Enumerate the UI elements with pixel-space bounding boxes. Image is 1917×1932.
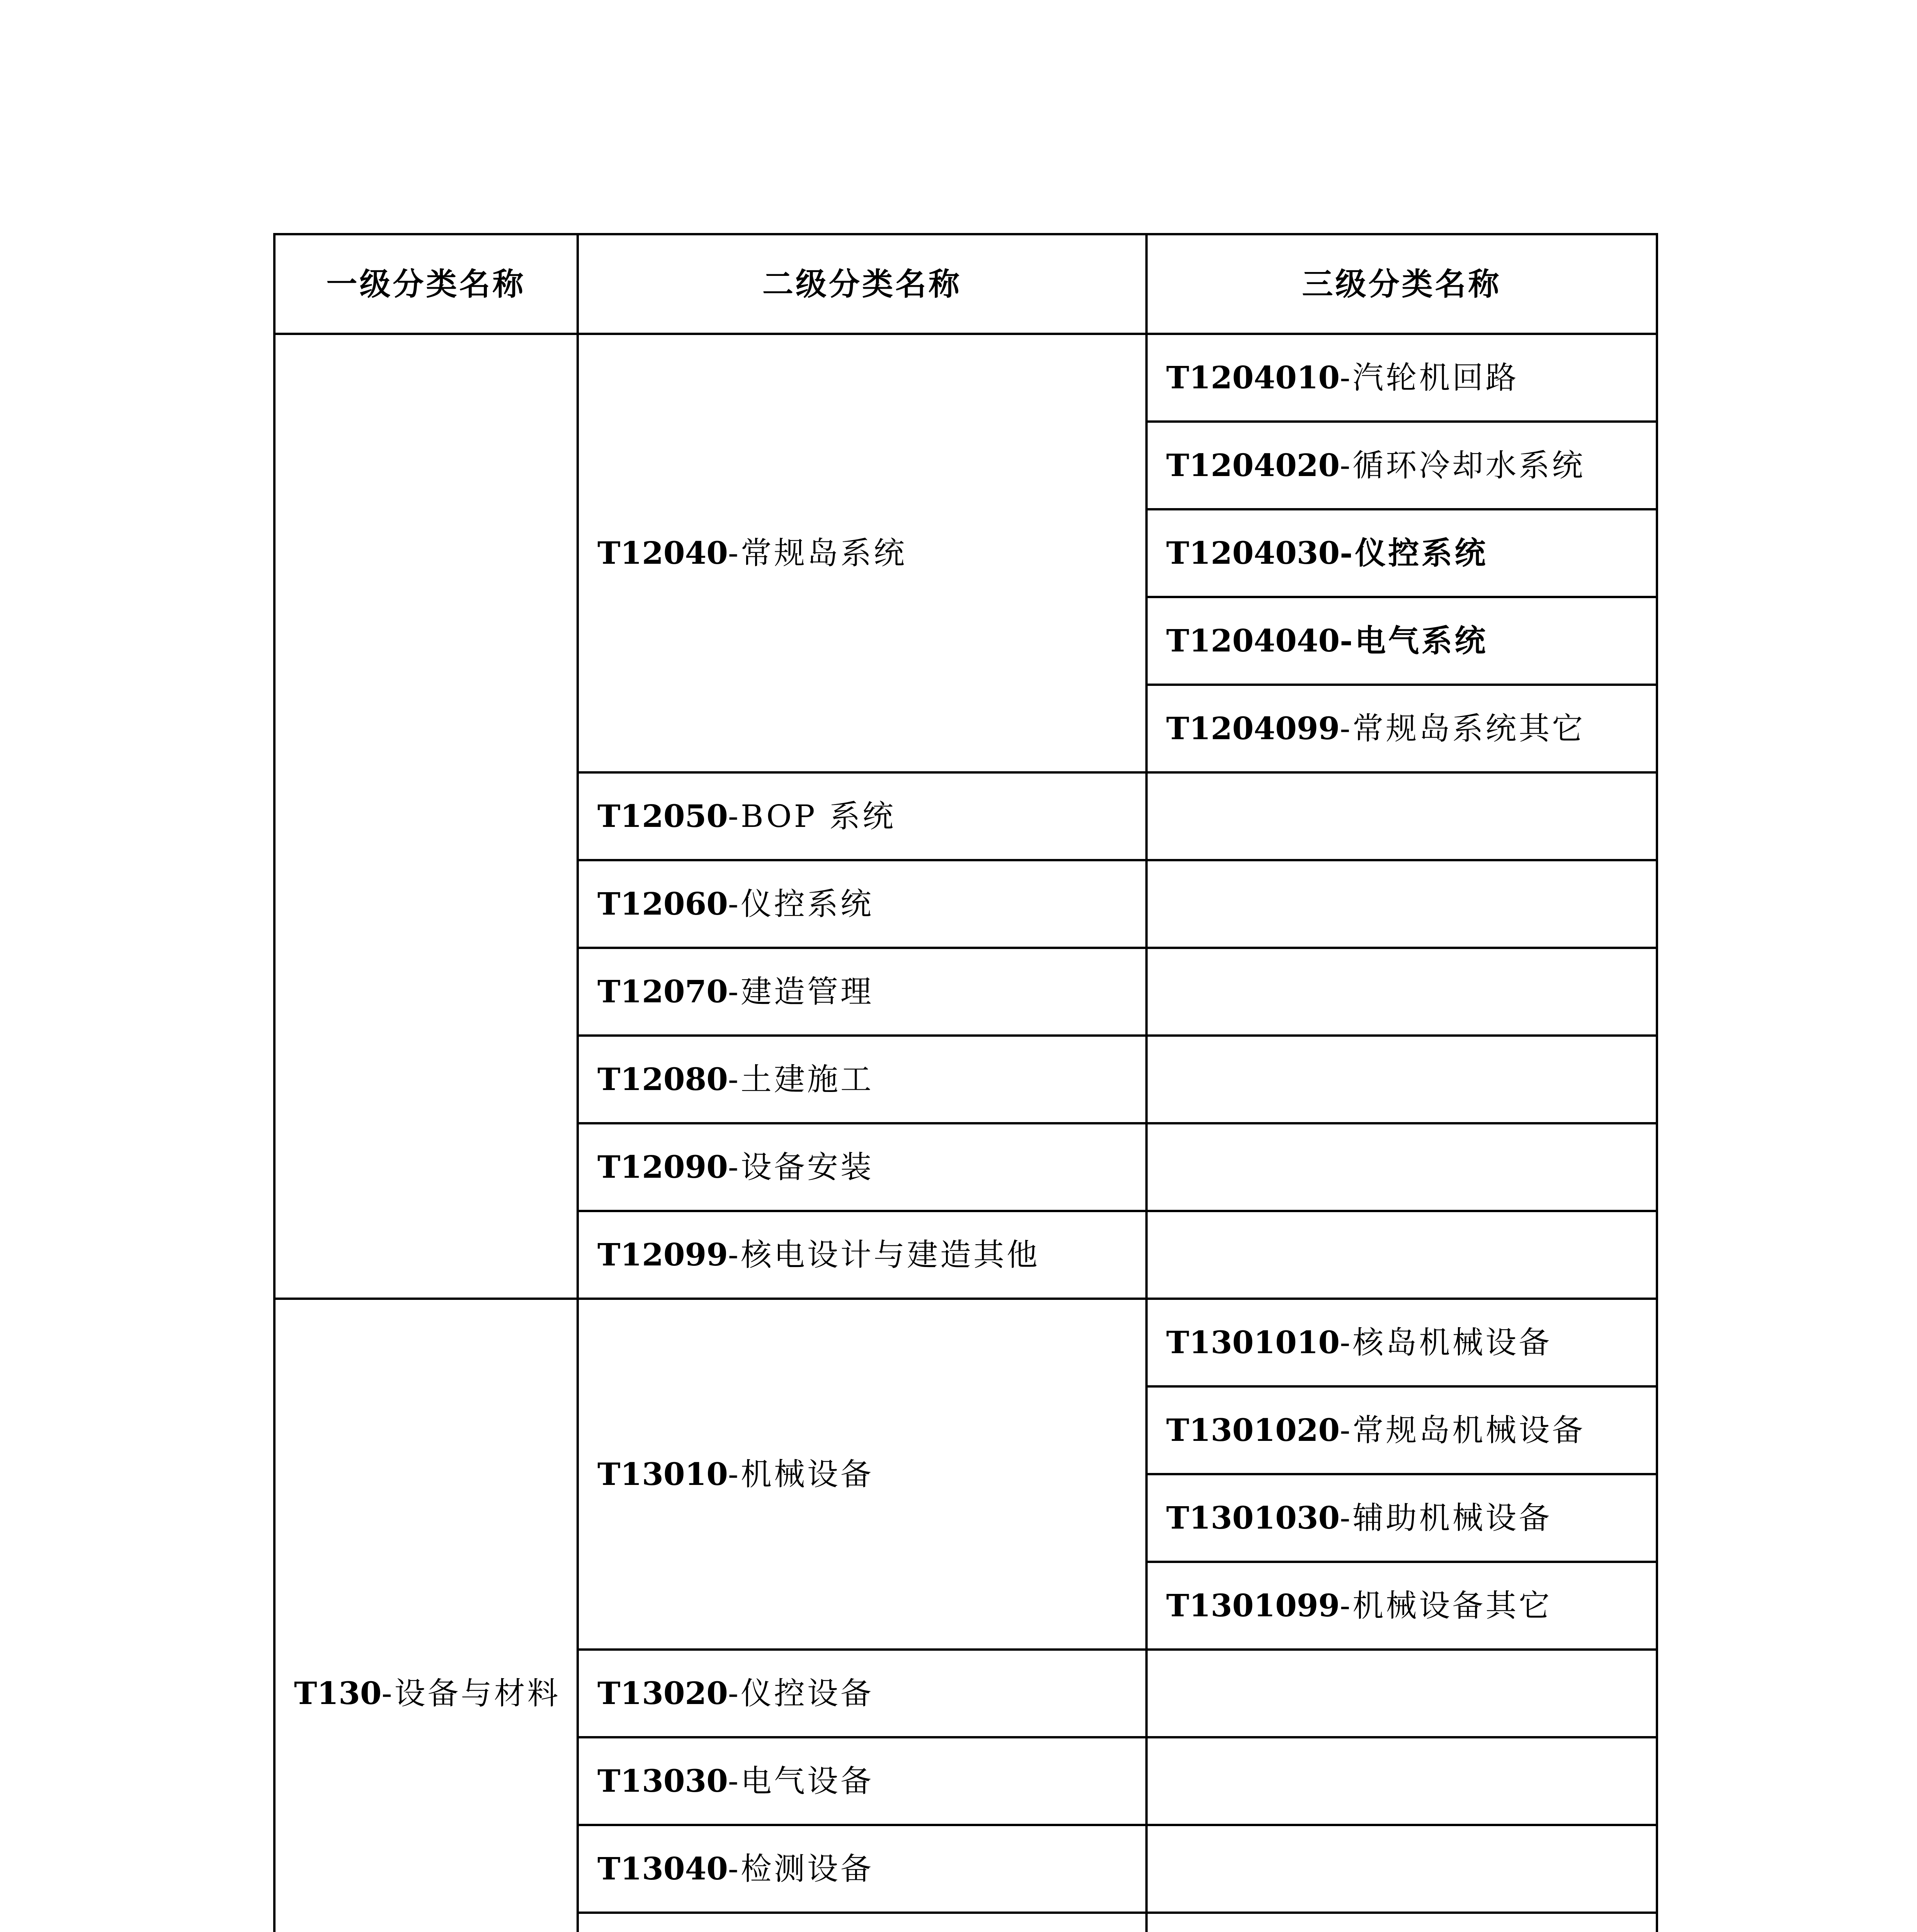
code: T1204010 [1166, 359, 1340, 396]
label: -循环冷却水系统 [1340, 447, 1585, 483]
label: -汽轮机回路 [1340, 360, 1519, 396]
level2-cell-t13020 [578, 1650, 1146, 1737]
level1-cell-t130 [274, 1299, 578, 1932]
code: T12060 [597, 886, 728, 922]
code: T1301030 [1166, 1500, 1340, 1536]
level3-cell-empty [1146, 860, 1657, 948]
level3-cell-t1301010 [1146, 1299, 1657, 1386]
code: T1301010 [1166, 1324, 1340, 1361]
header-level1: 一级分类名称 [274, 234, 578, 334]
code: T130 [294, 1675, 382, 1711]
label: -核岛机械设备 [1340, 1325, 1552, 1361]
label: -仪控系统 [1340, 535, 1488, 571]
level2-cell-t13010 [578, 1299, 1146, 1650]
label: -土建施工 [728, 1061, 874, 1097]
code: T12099 [597, 1236, 728, 1273]
header-level3: 三级分类名称 [1146, 234, 1657, 334]
label: -电气设备 [728, 1763, 874, 1799]
code: T12070 [597, 973, 728, 1010]
level3-cell-empty [1146, 1737, 1657, 1825]
level2-cell-t12080 [578, 1036, 1146, 1123]
code: T13040 [597, 1850, 728, 1887]
code: T12090 [597, 1149, 728, 1185]
level1-cell-continued [274, 334, 578, 1299]
code: T12080 [597, 1061, 728, 1097]
code: T1204099 [1166, 710, 1340, 747]
code: T1204030 [1166, 535, 1340, 571]
label: -设备安装 [728, 1149, 874, 1185]
code: T1301099 [1166, 1587, 1340, 1624]
label: -常规岛系统 [728, 535, 907, 571]
level3-cell-empty [1146, 1211, 1657, 1299]
level3-cell-empty [1146, 1650, 1657, 1737]
level2-cell-t12070 [578, 948, 1146, 1036]
level3-cell-t1204030 [1146, 509, 1657, 597]
header-row [274, 234, 1657, 334]
level3-cell-t1204020 [1146, 422, 1657, 509]
level2-cell-t13030 [578, 1737, 1146, 1825]
level3-cell-empty [1146, 1825, 1657, 1913]
table-row [274, 334, 1657, 422]
header-level2: 二级分类名称 [578, 234, 1146, 334]
level2-cell-t13050 [578, 1913, 1146, 1932]
level3-cell-empty [1146, 772, 1657, 860]
level2-cell-t12090 [578, 1123, 1146, 1211]
level3-cell-t1204099 [1146, 685, 1657, 772]
label: -BOP 系统 [728, 798, 896, 834]
level2-cell-t12050 [578, 772, 1146, 860]
code: T13020 [597, 1675, 728, 1711]
code: T12050 [597, 798, 728, 834]
level3-cell-t1204010 [1146, 334, 1657, 422]
label: -辅助机械设备 [1340, 1500, 1552, 1536]
level2-cell-t13040 [578, 1825, 1146, 1913]
level3-cell-empty [1146, 1123, 1657, 1211]
level3-cell-empty [1146, 1036, 1657, 1123]
level3-cell-t1301030 [1146, 1474, 1657, 1562]
code: T13030 [597, 1763, 728, 1799]
level2-cell-t12060 [578, 860, 1146, 948]
label: -仪控设备 [728, 1675, 874, 1711]
label: -常规岛系统其它 [1340, 711, 1585, 747]
level3-cell-t1204040 [1146, 597, 1657, 685]
label: -检测设备 [728, 1851, 874, 1887]
label: -机械设备其它 [1340, 1588, 1552, 1624]
level2-cell-t12040 [578, 334, 1146, 772]
level2-cell-t12099 [578, 1211, 1146, 1299]
code: T1204040 [1166, 622, 1340, 659]
label: -电气系统 [1340, 622, 1488, 659]
code: T1204020 [1166, 447, 1340, 483]
classification-table [273, 233, 1658, 1932]
label: -仪控系统 [728, 886, 874, 922]
level3-cell-t1301020 [1146, 1386, 1657, 1474]
code: T1301020 [1166, 1412, 1340, 1448]
level3-cell-t1301099 [1146, 1562, 1657, 1650]
code: T12040 [597, 535, 728, 571]
label: -机械设备 [728, 1456, 874, 1492]
level3-cell-empty [1146, 948, 1657, 1036]
label: -设备与材料 [381, 1675, 561, 1711]
label: -常规岛机械设备 [1340, 1412, 1585, 1448]
code: T13010 [597, 1456, 728, 1492]
label: -核电设计与建造其他 [728, 1237, 1040, 1273]
table-row [274, 1299, 1657, 1386]
level3-cell-empty [1146, 1913, 1657, 1932]
label: -建造管理 [728, 974, 874, 1010]
